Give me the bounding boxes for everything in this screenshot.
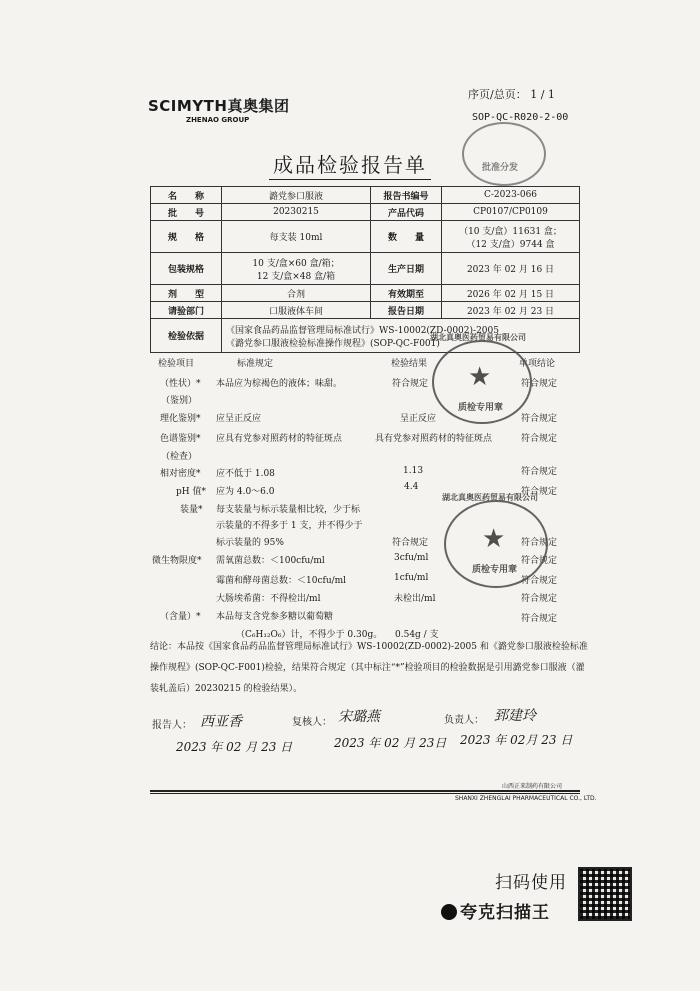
res-sepu: 具有党参对照药材的特征斑点 bbox=[375, 434, 493, 444]
res-micro-1: 3cfu/ml bbox=[394, 553, 429, 563]
con-xingzhuang: 符合规定 bbox=[521, 379, 558, 389]
page-number bbox=[468, 86, 555, 102]
con-midu: 符合规定 bbox=[521, 467, 558, 477]
qc-stamp-2-text: 湖北真奥医药贸易有限公司 bbox=[442, 493, 538, 502]
con-micro-3: 符合规定 bbox=[521, 594, 558, 604]
doc-code: SOP-QC-R020-2-00 bbox=[472, 112, 569, 123]
con-hanliang: 符合规定 bbox=[521, 614, 558, 624]
reporter-signature: 西亚香 bbox=[200, 714, 242, 730]
item-ph: pH 值* bbox=[176, 487, 206, 497]
pack-value-1: 10 支/盒×60 盒/箱； bbox=[252, 258, 340, 269]
info-table bbox=[150, 186, 580, 353]
date-1: 2023 年 02 月 23 日 bbox=[176, 740, 293, 754]
reviewer-label: 复核人： bbox=[292, 717, 332, 728]
std-hanliang-2: （C₆H₁₂O₆）计，不得少于 0.30g。 bbox=[236, 630, 383, 640]
qc-stamp-2 bbox=[442, 493, 548, 588]
expiry-value: 2026 年 02 月 15 日 bbox=[442, 285, 580, 302]
res-xingzhuang: 符合规定 bbox=[392, 379, 429, 389]
std-micro-1: 需氧菌总数：＜100cfu/ml bbox=[216, 556, 325, 566]
qc-stamp-1-text: 湖北真奥医药贸易有限公司 bbox=[430, 333, 526, 342]
res-zhuangliang: 符合规定 bbox=[392, 538, 429, 548]
basis-line-2: 《潞党参口服液检验标准操作规程》(SOP-QC-F001) bbox=[226, 338, 440, 349]
company-logo bbox=[148, 95, 289, 124]
item-jianbie: （鉴别） bbox=[161, 396, 198, 406]
item-lihua: 理化鉴别* bbox=[160, 414, 201, 424]
pack-value-2: 12 支/盒×48 盒/箱 bbox=[256, 271, 336, 282]
footer-company-cn: 山西正来制药有限公司 bbox=[502, 783, 563, 790]
qty-value-2: （12 支/盒）9744 盒 bbox=[466, 239, 555, 250]
pack-value bbox=[222, 253, 371, 285]
res-lihua: 呈正反应 bbox=[400, 414, 437, 424]
expiry-label: 有效期至 bbox=[371, 285, 442, 302]
std-lihua: 应呈正反应 bbox=[216, 414, 262, 424]
page-label: 序页/总页： bbox=[468, 88, 527, 101]
std-xingzhuang: 本品应为棕褐色的液体；味甜。 bbox=[216, 379, 343, 389]
scanner-text-2 bbox=[441, 898, 550, 923]
col-header-item: 检验项目 bbox=[158, 359, 195, 369]
quark-logo-icon bbox=[441, 904, 457, 920]
std-midu: 应不低于 1.08 bbox=[216, 469, 275, 479]
batch-value: 20230215 bbox=[222, 204, 371, 221]
qr-code-icon bbox=[578, 867, 632, 921]
name-value: 潞党参口服液 bbox=[222, 187, 371, 204]
item-sepu: 色谱鉴别* bbox=[160, 434, 201, 444]
con-micro-2: 符合规定 bbox=[521, 576, 558, 586]
spec-label: 规 格 bbox=[151, 221, 222, 253]
basis-label: 检验依据 bbox=[151, 319, 222, 353]
item-midu: 相对密度* bbox=[160, 469, 201, 479]
qc-stamp-2-sub: 质检专用章 bbox=[472, 565, 518, 575]
report-no-value: C-2023-066 bbox=[442, 187, 580, 204]
qc-stamp-1 bbox=[430, 333, 532, 424]
title-text: 成品检验报告单 bbox=[269, 153, 431, 180]
std-zhuangliang-1: 每支装量与标示装量相比较，少于标 bbox=[216, 505, 361, 515]
logo-text: SCIMYTH真奥集团 bbox=[148, 97, 290, 115]
date-2: 2023 年 02 月 23日 bbox=[334, 736, 447, 750]
dept-label: 请验部门 bbox=[151, 302, 222, 319]
std-hanliang-1: 本品每支含党参多糖以葡萄糖 bbox=[216, 612, 334, 622]
item-hanliang: （含量）* bbox=[160, 612, 201, 622]
std-ph: 应为 4.0～6.0 bbox=[216, 487, 275, 497]
col-header-conclusion: 单项结论 bbox=[519, 359, 556, 369]
batch-label: 批 号 bbox=[151, 204, 222, 221]
logo-subtext: ZHENAO GROUP bbox=[186, 116, 250, 124]
reviewer-signature: 宋璐燕 bbox=[338, 709, 380, 725]
scanner-text-1: 扫码使用 bbox=[495, 873, 567, 893]
item-xingzhuang: （性状）* bbox=[160, 379, 201, 389]
footer-divider bbox=[150, 790, 580, 792]
report-date-value: 2023 年 02 月 23 日 bbox=[442, 302, 580, 319]
pack-label: 包装规格 bbox=[151, 253, 222, 285]
col-header-result: 检验结果 bbox=[391, 359, 428, 369]
std-sepu: 应具有党参对照药材的特征斑点 bbox=[216, 434, 343, 444]
res-hanliang: 0.54g / 支 bbox=[395, 630, 439, 640]
prod-date-value: 2023 年 02 月 16 日 bbox=[442, 253, 580, 285]
product-code-label: 产品代码 bbox=[371, 204, 442, 221]
con-ph: 符合规定 bbox=[521, 487, 558, 497]
std-micro-2: 霉菌和酵母菌总数：＜10cfu/ml bbox=[216, 576, 347, 586]
item-micro: 微生物限度* bbox=[152, 556, 202, 566]
basis-line-1: 《国家食品药品监督管理局标准试行》WS-10002(ZD-0002)-2005 bbox=[226, 325, 499, 336]
con-zhuangliang: 符合规定 bbox=[521, 538, 558, 548]
star-icon: ★ bbox=[468, 362, 492, 392]
report-date-label: 报告日期 bbox=[371, 302, 442, 319]
name-label: 名 称 bbox=[151, 187, 222, 204]
form-label: 剂 型 bbox=[151, 285, 222, 302]
std-zhuangliang-2: 示装量的不得多于 1 支，并不得少于 bbox=[216, 521, 363, 531]
approval-stamp-text: 批准分发 bbox=[482, 163, 519, 173]
res-micro-2: 1cfu/ml bbox=[394, 573, 429, 583]
page-title bbox=[0, 149, 700, 178]
page-value: 1 / 1 bbox=[530, 88, 555, 101]
manager-label: 负责人： bbox=[444, 715, 484, 726]
scanner-brand: 夸克扫描王 bbox=[460, 903, 550, 923]
product-code-value: CP0107/CP0109 bbox=[442, 204, 580, 221]
col-header-standard: 标准规定 bbox=[237, 359, 274, 369]
reporter-label: 报告人： bbox=[152, 720, 192, 731]
qty-label: 数 量 bbox=[371, 221, 442, 253]
manager-signature: 郅建玲 bbox=[494, 708, 536, 724]
date-3: 2023 年 02月 23 日 bbox=[460, 733, 573, 747]
report-no-label: 报告书编号 bbox=[371, 187, 442, 204]
con-lihua: 符合规定 bbox=[521, 414, 558, 424]
con-micro-1: 符合规定 bbox=[521, 556, 558, 566]
star-icon: ★ bbox=[482, 524, 506, 554]
dept-value: 口服液体车间 bbox=[222, 302, 371, 319]
item-zhuangliang: 装量* bbox=[180, 505, 203, 515]
form-value: 合剂 bbox=[222, 285, 371, 302]
item-jiancha: （检查） bbox=[161, 452, 198, 462]
std-zhuangliang-3: 标示装量的 95% bbox=[216, 538, 284, 548]
con-sepu: 符合规定 bbox=[521, 434, 558, 444]
qty-value-1: （10 支/盒）11631 盒； bbox=[459, 226, 562, 237]
qc-stamp-1-sub: 质检专用章 bbox=[458, 403, 504, 413]
prod-date-label: 生产日期 bbox=[371, 253, 442, 285]
res-midu: 1.13 bbox=[403, 466, 424, 476]
qty-value bbox=[442, 221, 580, 253]
conclusion-text: 结论：本品按《国家食品药品监督管理局标准试行》WS-10002(ZD-0002)-2005 和《潞党参口服液检验标准操作规程》(SOP-QC-F001)检验，结果符合规定（其中标注“*”检验项目的检验数据是引用潞党参口服液（灌装轧盖后）20230215 的检验结果）。 bbox=[150, 642, 588, 694]
footer-divider-thin bbox=[150, 793, 580, 794]
footer-company-en: SHANXI ZHENGLAI PHARMACEUTICAL CO., LTD. bbox=[455, 795, 597, 802]
std-micro-3: 大肠埃希菌：不得检出/ml bbox=[216, 594, 321, 604]
spec-value: 每支装 10ml bbox=[222, 221, 371, 253]
res-ph: 4.4 bbox=[404, 482, 419, 492]
res-micro-3: 未检出/ml bbox=[394, 594, 436, 604]
